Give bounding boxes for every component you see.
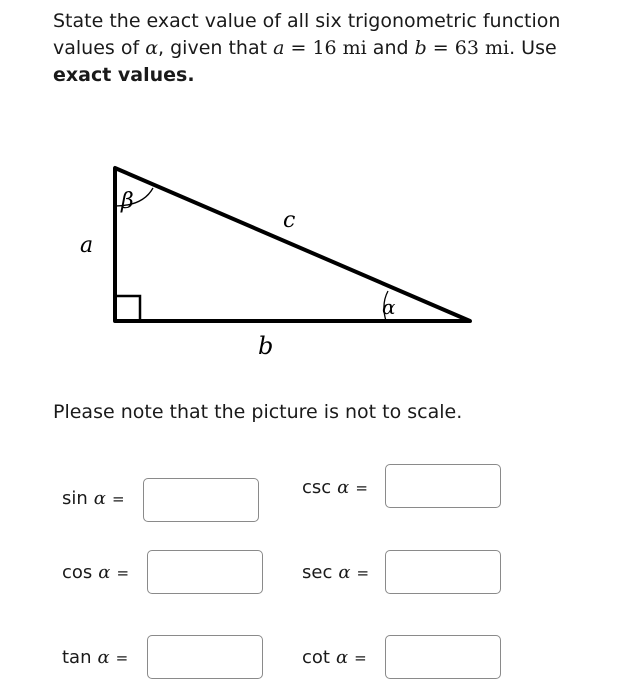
cot-eq: =: [354, 649, 367, 667]
problem-text-given: , given that: [158, 37, 274, 59]
sin-eq: =: [111, 490, 125, 508]
problem-line-1: [53, 8, 613, 35]
sin-name: sin: [62, 488, 88, 509]
right-triangle-diagram: [70, 160, 490, 370]
tan-eq: =: [115, 649, 129, 667]
problem-text-use: . Use: [509, 37, 557, 59]
a-value: 16: [312, 37, 337, 59]
sin-alpha: α: [93, 488, 106, 509]
side-c-label: c: [283, 208, 296, 233]
b-unit: mi: [478, 37, 510, 59]
sin-label: [62, 488, 125, 509]
cos-label: [62, 562, 129, 583]
right-angle-marker: [115, 296, 140, 321]
csc-answer-input[interactable]: [385, 464, 501, 508]
a-unit: mi: [336, 37, 367, 59]
cot-answer-input[interactable]: [385, 635, 501, 679]
sec-eq: =: [356, 564, 370, 582]
csc-name: csc: [302, 477, 332, 498]
problem-text-and: and: [366, 37, 415, 59]
a-variable: a: [273, 37, 285, 59]
tan-name: tan: [62, 647, 92, 668]
problem-line-2: [53, 35, 613, 62]
cot-name: cot: [302, 647, 330, 668]
csc-eq: =: [355, 479, 368, 497]
cos-name: cos: [62, 562, 93, 583]
sec-answer-input[interactable]: [385, 550, 501, 594]
sec-name: sec: [302, 562, 333, 583]
problem-text-1: State the exact value of all six trigonometric function: [53, 10, 561, 32]
beta-label: β: [121, 189, 134, 214]
tan-alpha: α: [97, 647, 110, 668]
scale-note: Please note that the picture is not to scale.: [53, 401, 463, 423]
b-value: 63: [454, 37, 479, 59]
sec-alpha: α: [338, 562, 351, 583]
equals-sign: =: [284, 37, 313, 59]
cos-eq: =: [116, 564, 130, 582]
cot-label: [302, 647, 367, 668]
b-variable: b: [414, 37, 427, 59]
sec-label: [302, 562, 369, 583]
cos-answer-input[interactable]: [147, 550, 263, 594]
problem-line-3: [53, 62, 613, 89]
exact-values-text: exact values.: [53, 64, 195, 86]
alpha-label: α: [382, 295, 396, 319]
cos-alpha: α: [98, 562, 111, 583]
csc-alpha: α: [337, 477, 350, 498]
equals-sign-2: =: [426, 37, 455, 59]
sin-answer-input[interactable]: [143, 478, 259, 522]
tan-label: [62, 647, 128, 668]
alpha-symbol: α: [145, 37, 159, 59]
tan-answer-input[interactable]: [147, 635, 263, 679]
csc-label: [302, 477, 368, 498]
cot-alpha: α: [335, 647, 349, 668]
side-b-label: b: [258, 332, 274, 360]
triangle-outline: [115, 168, 470, 321]
problem-statement: [53, 8, 613, 89]
side-a-label: a: [80, 233, 94, 258]
problem-text-values-of: values of: [53, 37, 146, 59]
